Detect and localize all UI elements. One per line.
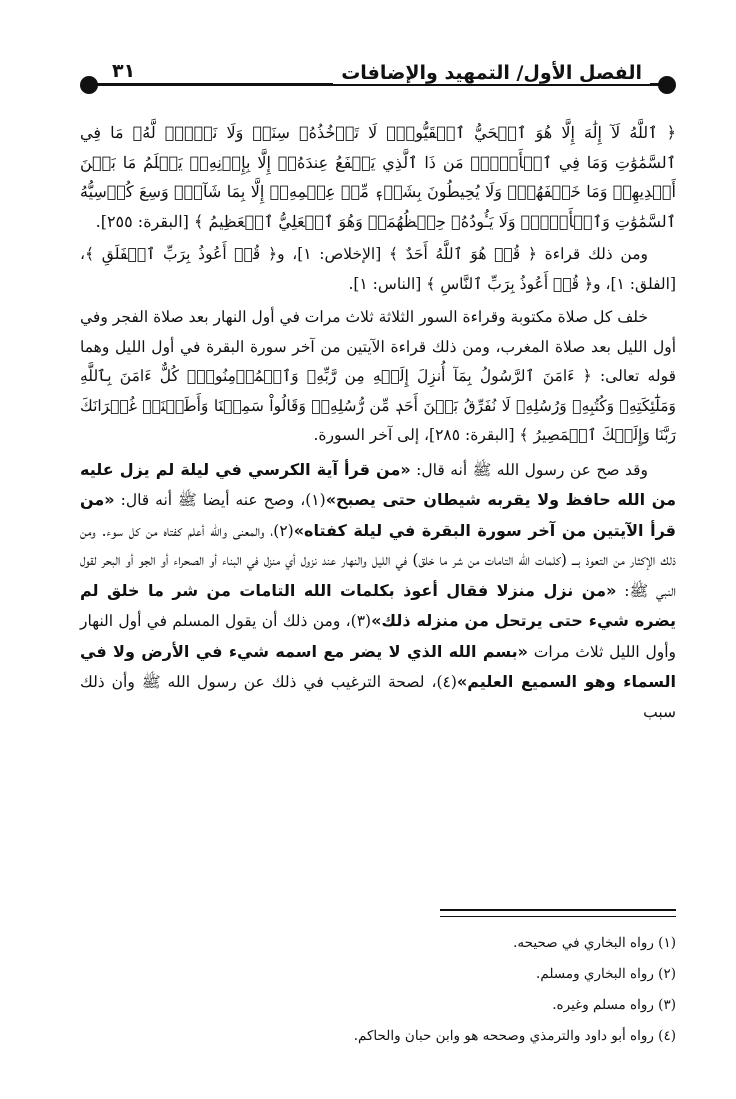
footnote-3: (٣) رواه مسلم وغيره.: [552, 997, 676, 1013]
header-right-dot: [658, 76, 676, 94]
running-header: [80, 56, 676, 100]
footnotes: [80, 928, 676, 1052]
footnote-2: (٢) رواه البخاري ومسلم.: [536, 966, 676, 982]
paragraph-baqarah-ending: خلف كل صلاة مكتوبة وقراءة السور الثلاثة ثلاث مرات في أول النهار بعد صلاة الفجر وفي أول الليل بعد صلاة المغرب، ومن ذلك قراءة الآيتين من آخر سورة البقرة في أول الليل وهما قوله تعالى: ﴿ ءَامَنَ ٱلرَّسُولُ بِمَآ أُنزِلَ إِلَيۡهِ مِن رَّبِّهِۦ وَٱلۡمُؤۡمِنُونَۚ كُلٌّ ءَامَنَ بِٱللَّهِ وَمَلَٰٓئِكَتِهِۦ وَكُتُبِهِۦ وَرُسُلِهِۦ لَا نُفَرِّقُ بَيۡنَ أَحَدٖ مِّن رُّسُلِهِۦۚ وَقَالُواْ سَمِعۡنَا وَأَطَعۡنَاۖ غُفۡرَانَكَ رَبَّنَا وَإِلَيۡكَ ٱلۡمَصِيرُ ﴾ [البقرة: ٢٨٥]، إلى آخر السورة.: [80, 308, 676, 444]
text-segment: (٤)، لصحة الترغيب في ذلك عن رسول الله ﷺ وأن ذلك سبب: [80, 673, 676, 721]
footnote-4: (٤) رواه أبو داود والترمذي وصححه هو وابن حبان والحاكم.: [353, 1028, 676, 1044]
hadith-quote: «من قرأ آية الكرسي في ليلة لم يزل عليه من الله حافظ ولا يقربه شيطان حتى يصبح»: [80, 459, 677, 509]
text-segment: (٣)، ومن ذلك أن يقول المسلم في أول النهار وأول الليل ثلاث مرات: [80, 612, 676, 661]
paragraph-hadiths: [80, 455, 676, 728]
page-number: ٣١: [106, 60, 141, 82]
text-segment: وقد صح عن رسول الله ﷺ أنه قال:: [410, 460, 648, 479]
hadith-quote: «من قرأ الآيتين من آخر سورة البقرة في ليلة كفتاه»: [80, 490, 676, 540]
paragraph-ayat-al-kursi: ﴿ ٱللَّهُ لَآ إِلَٰهَ إِلَّا هُوَ ٱلۡحَيُّ ٱلۡقَيُّومُۚ لَا تَأۡخُذُهُۥ سِنَةٞ وَلَا نَوۡمٞۚ لَّهُۥ مَا فِي ٱلسَّمَٰوَٰتِ وَمَا فِي ٱلۡأَرۡضِۗ مَن ذَا ٱلَّذِي يَشۡفَعُ عِندَهُۥٓ إِلَّا بِإِذۡنِهِۦۚ يَعۡلَمُ مَا بَيۡنَ أَيۡدِيهِمۡ وَمَا خَلۡفَهُمۡۖ وَلَا يُحِيطُونَ بِشَيۡءٖ مِّنۡ عِلۡمِهِۦٓ إِلَّا بِمَا شَآءَۚ وَسِعَ كُرۡسِيُّهُ ٱلسَّمَٰوَٰتِ وَٱلۡأَرۡضَۖ وَلَا يَـُٔودُهُۥ حِفۡظُهُمَاۚ وَهُوَ ٱلۡعَلِيُّ ٱلۡعَظِيمُ ﴾ [البقرة: ٢٥٥].: [80, 123, 677, 231]
hadith-quote: «بسم الله الذي لا يضر مع اسمه شيء في الأرض ولا في السماء وهو السميع العليم»: [80, 641, 676, 691]
paragraph-muawwidhat: ومن ذلك قراءة ﴿ قُلۡ هُوَ ٱللَّهُ أَحَدٌ ﴾ [الإخلاص: ١]، و﴿ قُلۡ أَعُوذُ بِرَبِّ ٱلۡفَلَقِ ﴾، [الفلق: ١]، و﴿ قُلۡ أَعُوذُ بِرَبِّ ٱلنَّاسِ ﴾ [الناس: ١].: [80, 245, 676, 293]
footnote-1: (١) رواه البخاري في صحيحه.: [513, 935, 676, 951]
chapter-title: الفصل الأول/ التمهيد والإضافات: [333, 62, 650, 84]
text-segment: (٢)، والمعنى والله أعلم كفتاه من كل سوء. ومن ذلك الإكثار من التعوذ بـــ (كلمات الله التامات من شر ما خلق) في الليل والنهار عند نزول أي منزل في البناء أو الصحراء أو الجو أو البحر لقول النبي ﷺ:: [80, 521, 676, 600]
footnote-separator: [440, 909, 676, 917]
header-left-dot: [80, 76, 98, 94]
text-segment: (١)، وصح عنه أيضا ﷺ أنه قال:: [114, 491, 326, 509]
hadith-quote: «من نزل منزلا فقال أعوذ بكلمات الله التامات من شر ما خلق لم يضره شيء حتى يرتحل من منزله ذلك»: [80, 580, 677, 630]
main-text: [80, 118, 676, 731]
